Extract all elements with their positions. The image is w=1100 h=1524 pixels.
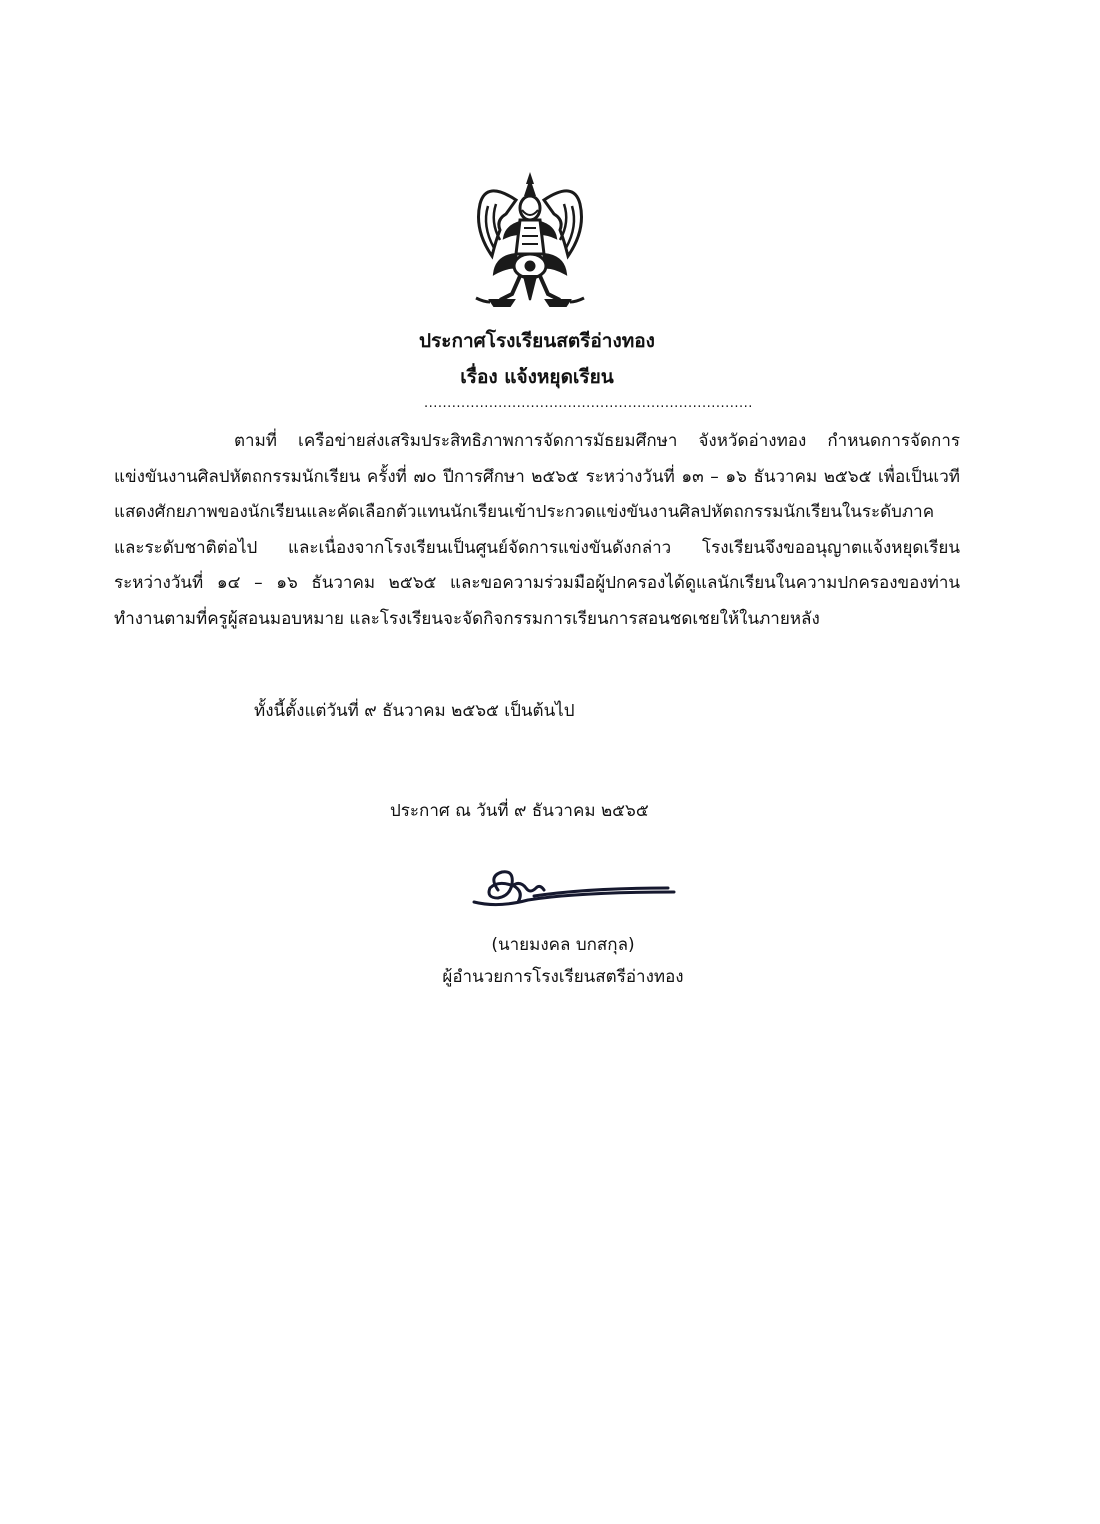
dotted-separator: ....................................................................... <box>424 396 753 411</box>
announcement-title: ประกาศโรงเรียนสตรีอ่างทอง <box>419 330 655 352</box>
signatory-position: ผู้อำนวยการโรงเรียนสตรีอ่างทอง <box>442 967 684 987</box>
announcement-subject: เรื่อง แจ้งหยุดเรียน <box>460 366 614 388</box>
announcement-date-line: ประกาศ ณ วันที่ ๙ ธันวาคม ๒๕๖๕ <box>390 801 649 821</box>
handwritten-signature-icon <box>468 866 678 912</box>
effective-date-line: ทั้งนี้ตั้งแต่วันที่ ๙ ธันวาคม ๒๕๖๕ เป็นต้นไป <box>254 701 575 721</box>
signatory-name: (นายมงคล บกสกุล) <box>491 935 635 955</box>
announcement-body: ตามที่ เครือข่ายส่งเสริมประสิทธิภาพการจัดการมัธยมศึกษา จังหวัดอ่างทอง กำหนดการจัดการแข่งขันงานศิลปหัตถกรรมนักเรียน ครั้งที่ ๗๐ ปีการศึกษา ๒๕๖๕ ระหว่างวันที่ ๑๓ – ๑๖ ธันวาคม ๒๕๖๕ เพื่อเป็นเวทีแสดงศักยภาพของนักเรียนและคัดเลือกตัวแทนนักเรียนเข้าประกวดแข่งขันงานศิลปหัตถกรรมนักเรียนในระดับภาคและระดับชาติต่อไป และเนื่องจากโรงเรียนเป็นศูนย์จัดการแข่งขันดังกล่าว โรงเรียนจึงขออนุญาตแจ้งหยุดเรียน ระหว่างวันที่ ๑๔ – ๑๖ ธันวาคม ๒๕๖๕ และขอความร่วมมือผู้ปกครองได้ดูแลนักเรียนในความปกครองของท่าน ทำงานตามที่ครูผู้สอนมอบหมาย และโรงเรียนจะจัดกิจกรรมการเรียนการสอนชดเชยให้ในภายหลัง <box>114 431 960 629</box>
garuda-emblem-icon <box>466 170 594 310</box>
